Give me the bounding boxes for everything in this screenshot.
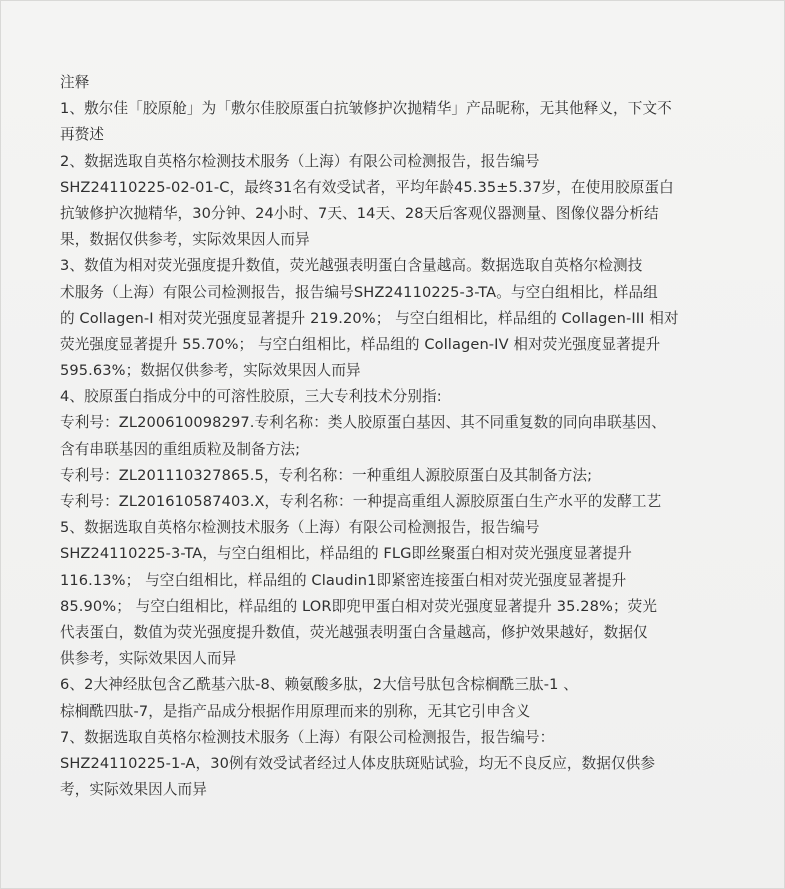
notes-section	[60, 70, 744, 803]
note-2-line-2: SHZ24110225-02-01-C，最终31名有效受试者，平均年龄45.35±5.37岁，在使用胶原蛋白	[60, 178, 674, 196]
note-5-line-4: 85.90%； 与空白组相比，样品组的 LOR即兜甲蛋白相对荧光强度显著提升 35.28%；荧光	[60, 597, 658, 615]
note-7-line-1: 7、数据选取自英格尔检测技术服务（上海）有限公司检测报告，报告编号：	[60, 728, 555, 746]
note-5-line-1: 5、数据选取自英格尔检测技术服务（上海）有限公司检测报告，报告编号	[60, 519, 540, 537]
note-7-line-2: SHZ24110225-1-A，30例有效受试者经过人体皮肤斑贴试验，均无不良反应，数据仅供参	[60, 754, 656, 772]
note-3-line-5: 595.63%；数据仅供参考，实际效果因人而异	[60, 362, 361, 380]
note-4-patent-1-line-1: 专利号：ZL200610098297.专利名称：类人胶原蛋白基因、其不同重复数的同向串联基因、	[60, 414, 666, 432]
note-4-patent-1-line-2: 含有串联基因的重组质粒及制备方法;	[60, 440, 301, 458]
note-1-line-2: 再赘述	[60, 126, 105, 144]
note-3-line-1: 3、数值为相对荧光强度提升数值，荧光越强表明蛋白含量越高。数据选取自英格尔检测技	[60, 257, 643, 275]
note-2-line-1: 2、数据选取自英格尔检测技术服务（上海）有限公司检测报告，报告编号	[60, 152, 540, 170]
note-1-line-1: 1、敷尔佳「胶原舱」为「敷尔佳胶原蛋白抗皱修护次抛精华」产品昵称，无其他释义，下文不	[60, 100, 672, 118]
note-2-line-3: 抗皱修护次抛精华，30分钟、24小时、7天、14天、28天后客观仪器测量、图像仪器分析结	[60, 204, 659, 222]
note-3-line-3: 的 Collagen-I 相对荧光强度显著提升 219.20%； 与空白组相比，样品组的 Collagen-III 相对	[60, 309, 679, 327]
note-3-line-2: 术服务（上海）有限公司检测报告，报告编号SHZ24110225-3-TA。与空白组相比，样品组	[60, 283, 658, 301]
notes-title: 注释	[60, 74, 90, 91]
note-5-line-2: SHZ24110225-3-TA，与空白组相比，样品组的 FLG即丝聚蛋白相对荧光强度显著提升	[60, 545, 632, 563]
note-2-line-4: 果，数据仅供参考，实际效果因人而异	[60, 231, 310, 249]
note-4-patent-2: 专利号：ZL201110327865.5，专利名称：一种重组人源胶原蛋白及其制备方法;	[60, 466, 593, 484]
note-3-line-4: 荧光强度显著提升 55.70%； 与空白组相比，样品组的 Collagen-IV 相对荧光强度显著提升	[60, 335, 661, 353]
note-4-line-1: 4、胶原蛋白指成分中的可溶性胶原，三大专利技术分别指:	[60, 388, 442, 406]
note-5-line-3: 116.13%； 与空白组相比，样品组的 Claudin1即紧密连接蛋白相对荧光强度显著提升	[60, 571, 627, 589]
note-6-line-1: 6、2大神经肽包含乙酰基六肽-8、赖氨酸多肽，2大信号肽包含棕榈酰三肽-1 、	[60, 676, 578, 694]
note-6-line-2: 棕榈酰四肽-7，是指产品成分根据作用原理而来的别称，无其它引申含义	[60, 702, 531, 720]
note-4-patent-3: 专利号：ZL201610587403.X，专利名称：一种提高重组人源胶原蛋白生产水平的发酵工艺	[60, 493, 662, 510]
note-5-line-5: 代表蛋白，数值为荧光强度提升数值，荧光越强表明蛋白含量越高，修护效果越好，数据仅	[60, 623, 648, 641]
note-7-line-3: 考，实际效果因人而异	[60, 781, 207, 799]
note-5-line-6: 供参考，实际效果因人而异	[60, 650, 237, 668]
